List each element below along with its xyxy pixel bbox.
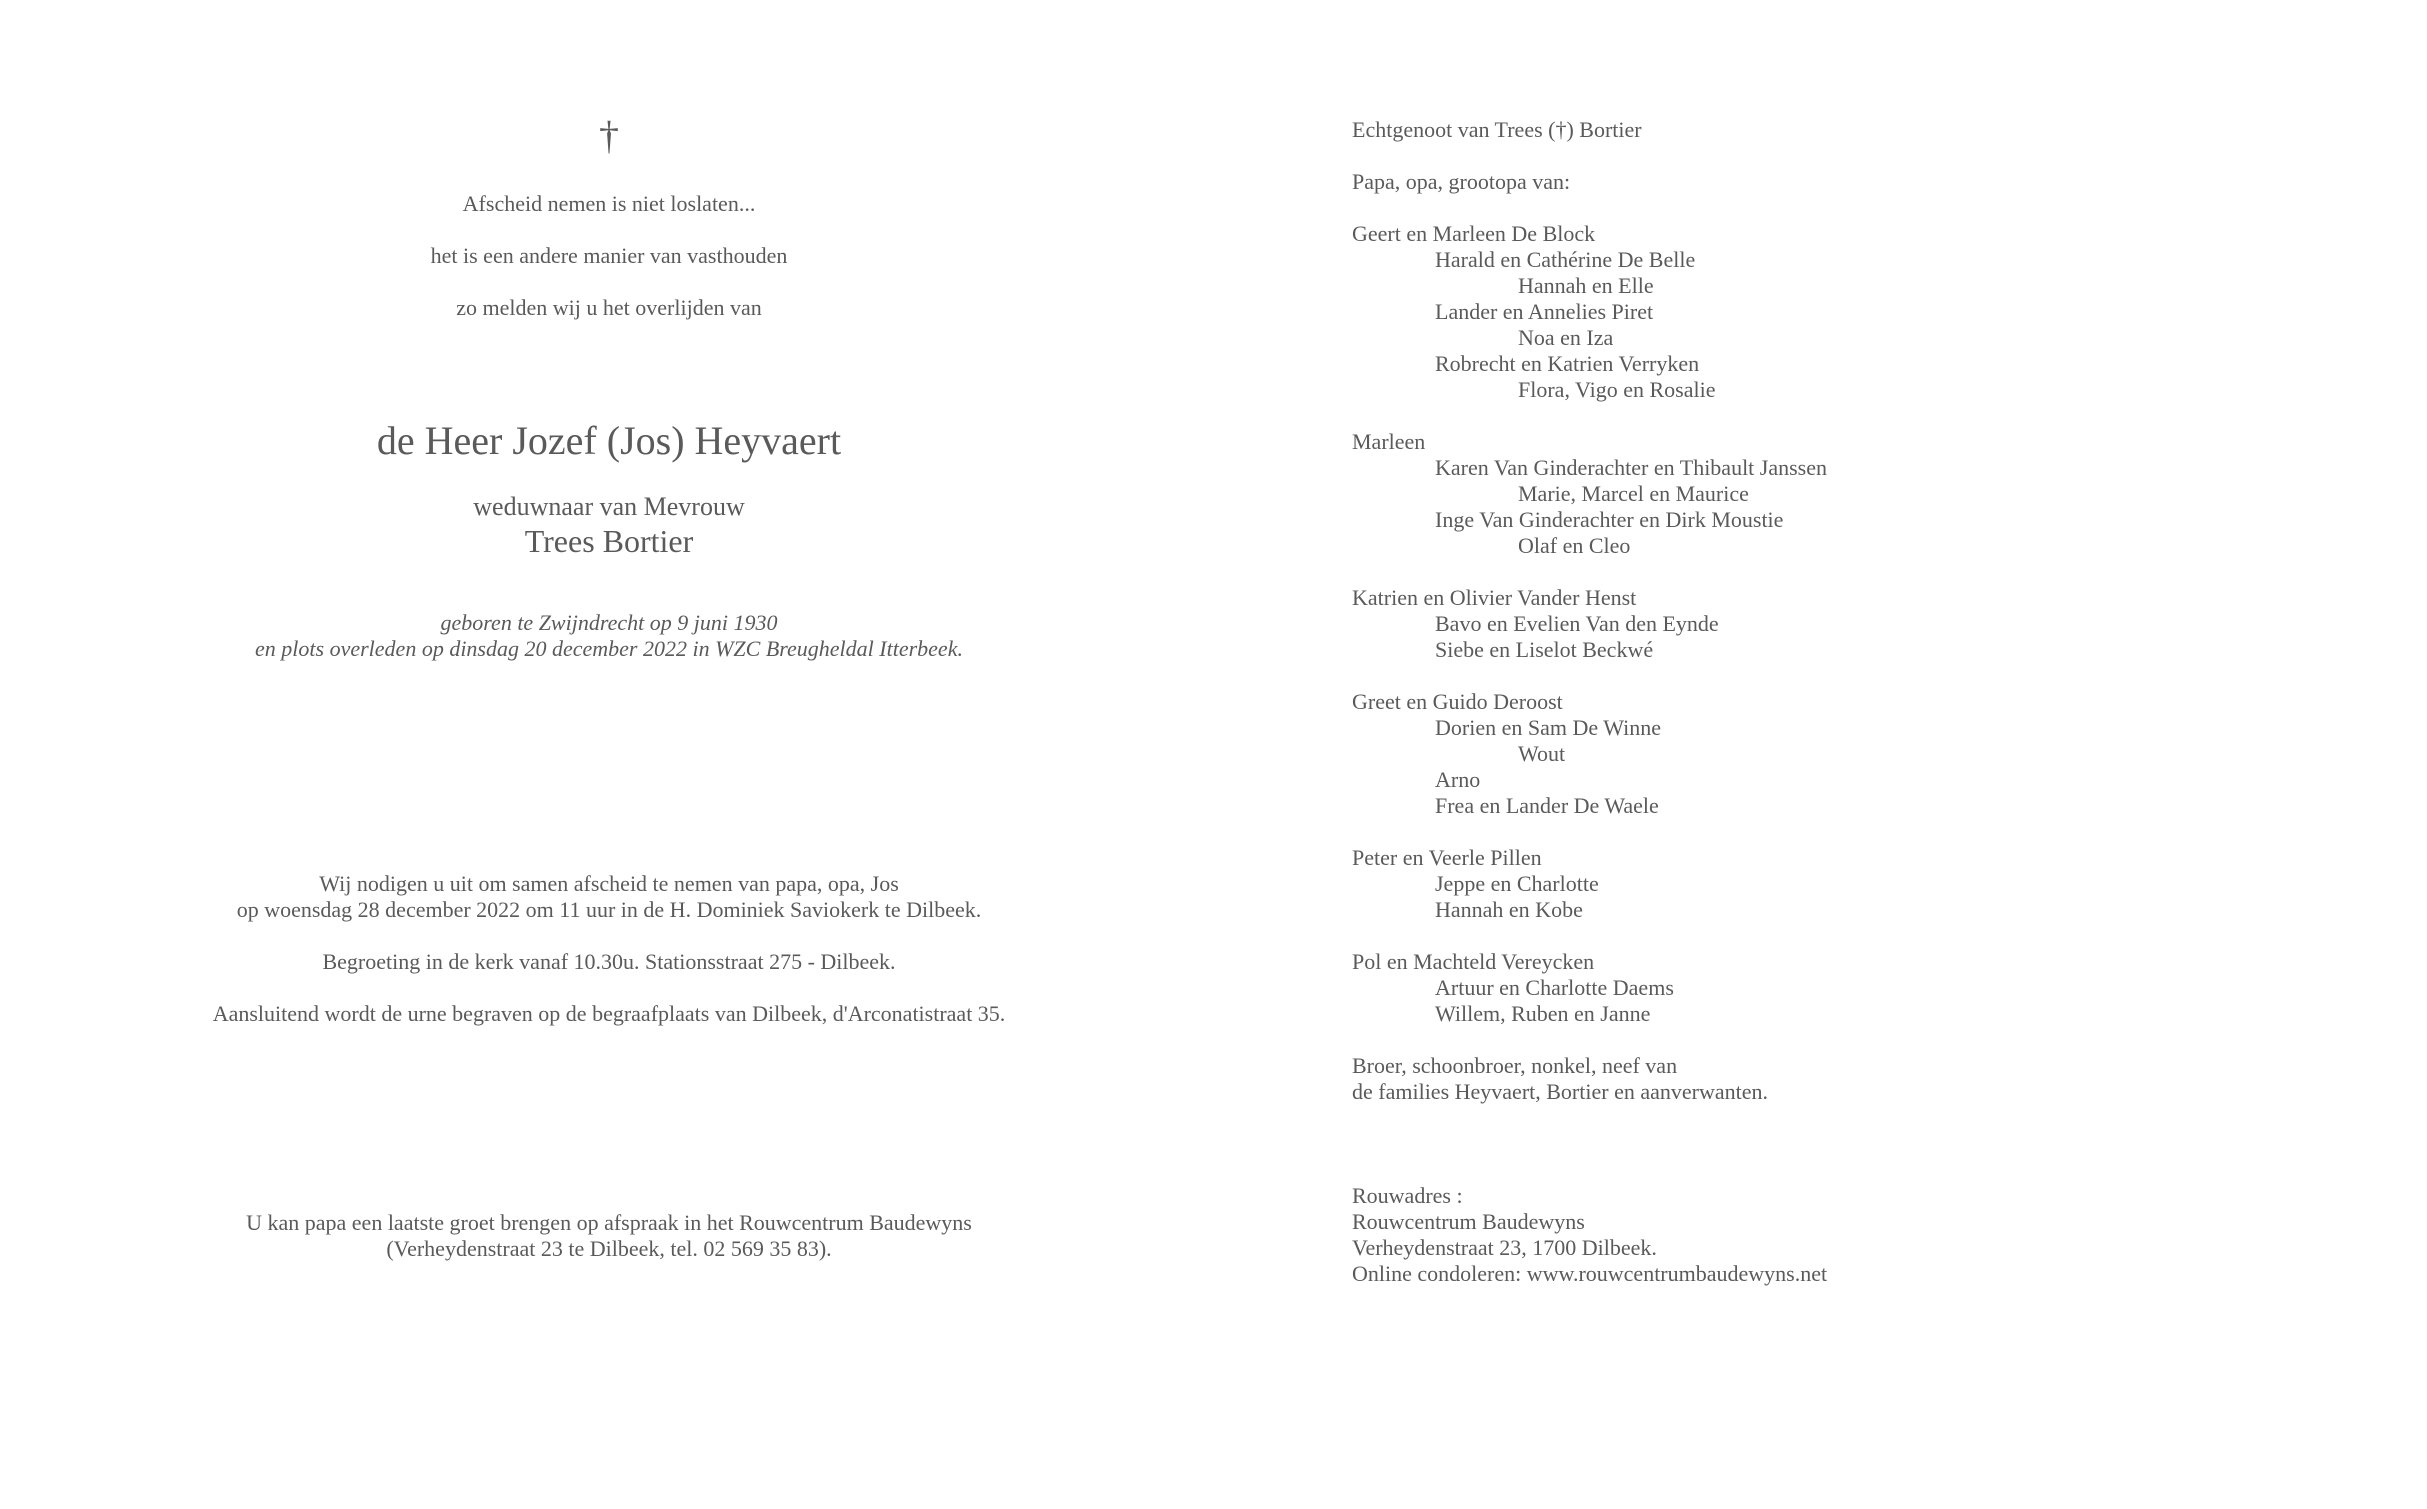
birth-line: geboren te Zwijndrecht op 9 juni 1930: [440, 610, 778, 635]
burial-line: Aansluitend wordt de urne begraven op de begraafplaats van Dilbeek, d'Arconatistraat 35.: [212, 1001, 1006, 1026]
poem-line-3: zo melden wij u het overlijden van: [456, 295, 762, 320]
family-member: Lander en Annelies Piret: [1435, 299, 1654, 324]
family-group: [1352, 845, 2352, 949]
family-member: Hannah en Elle: [1518, 273, 1654, 298]
family-member: Arno: [1435, 767, 1481, 792]
spouse-line: Echtgenoot van Trees (†) Bortier: [1352, 117, 1642, 142]
family-member: Harald en Cathérine De Belle: [1435, 247, 1696, 272]
family-member: Frea en Lander De Waele: [1435, 793, 1659, 818]
family-group: [1352, 689, 2352, 845]
family-member: Greet en Guido Deroost: [1352, 689, 1563, 714]
deceased-name: de Heer Jozef (Jos) Heyvaert: [376, 418, 842, 463]
spouse-name: Trees Bortier: [524, 523, 694, 559]
family-member: Flora, Vigo en Rosalie: [1518, 377, 1716, 402]
death-line: en plots overleden op dinsdag 20 december 2022 in WZC Breugheldal Itterbeek.: [255, 636, 963, 661]
family-member: Marie, Marcel en Maurice: [1518, 481, 1749, 506]
address-line-2: Rouwcentrum Baudewyns: [1352, 1209, 1585, 1234]
relatives-line-2: de families Heyvaert, Bortier en aanverwanten.: [1352, 1079, 1768, 1104]
address-line-4: Online condoleren: www.rouwcentrumbaudewyns.net: [1352, 1261, 1828, 1286]
cross-icon: †: [599, 113, 619, 158]
family-intro: Papa, opa, grootopa van:: [1352, 169, 1571, 194]
family-group: [1352, 221, 2352, 429]
family-member: Marleen: [1352, 429, 1426, 454]
family-group: [1352, 429, 2352, 585]
poem-line-1: Afscheid nemen is niet loslaten...: [462, 191, 756, 216]
poem-line-2: het is een andere manier van vasthouden: [430, 243, 788, 268]
invitation-line-1: Wij nodigen u uit om samen afscheid te nemen van papa, opa, Jos: [319, 871, 899, 896]
visit-line-1: U kan papa een laatste groet brengen op afspraak in het Rouwcentrum Baudewyns: [246, 1210, 972, 1235]
family-member: Wout: [1518, 741, 1566, 766]
family-member: Geert en Marleen De Block: [1352, 221, 1596, 246]
family-member: Hannah en Kobe: [1435, 897, 1583, 922]
family-member: Pol en Machteld Vereycken: [1352, 949, 1595, 974]
family-member: Katrien en Olivier Vander Henst: [1352, 585, 1637, 610]
relatives-line-1: Broer, schoonbroer, nonkel, neef van: [1352, 1053, 1678, 1078]
family-member: Siebe en Liselot Beckwé: [1435, 637, 1654, 662]
family-list: [1352, 221, 2352, 1053]
family-member: Peter en Veerle Pillen: [1352, 845, 1542, 870]
family-member: Karen Van Ginderachter en Thibault Janssen: [1435, 455, 1828, 480]
family-group: [1352, 949, 2352, 1053]
address-line-3: Verheydenstraat 23, 1700 Dilbeek.: [1352, 1235, 1657, 1260]
family-member: Robrecht en Katrien Verryken: [1435, 351, 1700, 376]
family-member: Bavo en Evelien Van den Eynde: [1435, 611, 1719, 636]
family-member: Jeppe en Charlotte: [1435, 871, 1599, 896]
invitation-line-2: op woensdag 28 december 2022 om 11 uur in de H. Dominiek Saviokerk te Dilbeek.: [236, 897, 982, 922]
family-member: Inge Van Ginderachter en Dirk Moustie: [1435, 507, 1784, 532]
visit-line-2: (Verheydenstraat 23 te Dilbeek, tel. 02 569 35 83).: [386, 1236, 832, 1261]
greeting-line: Begroeting in de kerk vanaf 10.30u. Stationsstraat 275 - Dilbeek.: [322, 949, 896, 974]
widower-label: weduwnaar van Mevrouw: [473, 492, 745, 521]
family-member: Artuur en Charlotte Daems: [1435, 975, 1674, 1000]
right-panel: [1352, 117, 2352, 1287]
family-member: Dorien en Sam De Winne: [1435, 715, 1661, 740]
family-member: Willem, Ruben en Janne: [1435, 1001, 1651, 1026]
family-member: Olaf en Cleo: [1518, 533, 1631, 558]
family-member: Noa en Iza: [1518, 325, 1614, 350]
address-line-1: Rouwadres :: [1352, 1183, 1463, 1208]
family-group: [1352, 585, 2352, 689]
